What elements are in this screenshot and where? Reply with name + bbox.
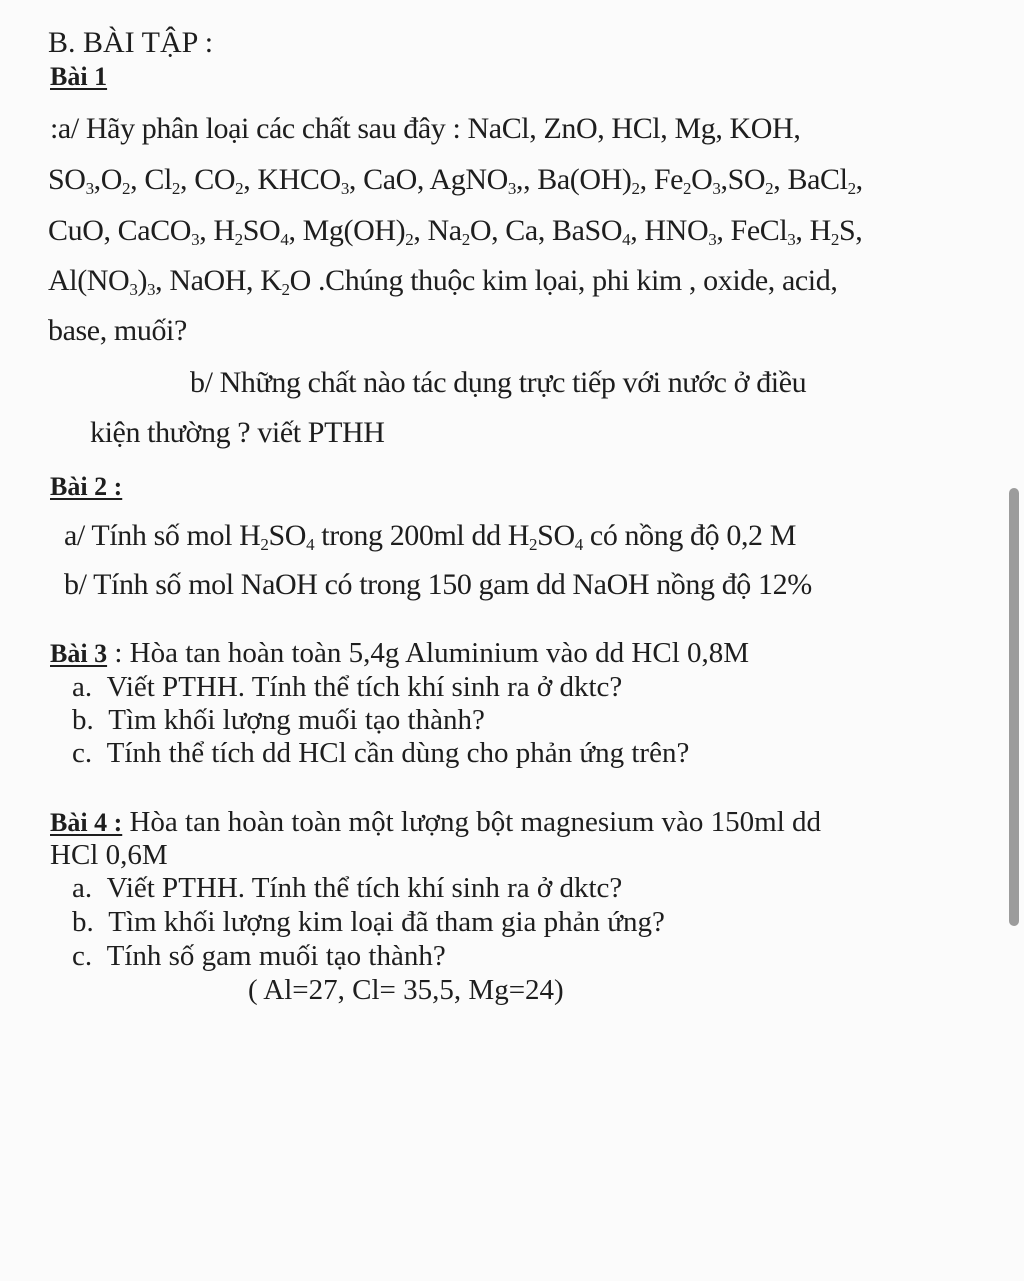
atomic-masses-note: ( Al=27, Cl= 35,5, Mg=24)	[248, 974, 564, 1006]
subscript: 2	[631, 179, 640, 198]
subscript: 3	[147, 280, 156, 299]
bai3-item-b: b. Tìm khối lượng muối tạo thành?	[72, 704, 485, 736]
bai2-question-a: a/ Tính số mol $H_2SO_4$ trong 200ml dd $H_2SO_4$ có nồng độ 0,2 M	[64, 519, 797, 554]
subscript: 2	[683, 179, 692, 198]
subscript: 2	[235, 179, 244, 198]
subscript: 3	[787, 230, 796, 249]
bai4-intro	[50, 805, 821, 840]
bai1-a-line3: CuO, CaCO$_3$, $H_2SO_4$, $Mg(OH)_2$, $Na_2O$, Ca, BaSO$_4$, $HNO_3$, FeCl$_3$, $H_2S$,	[48, 214, 863, 249]
subscript: 2	[122, 179, 131, 198]
bai2-question-b: b/ Tính số mol NaOH có trong 150 gam dd NaOH nồng độ 12%	[64, 568, 812, 601]
subscript: 3	[191, 230, 200, 249]
scrollbar[interactable]	[1009, 488, 1019, 926]
subscript: 2	[847, 179, 856, 198]
bai3-heading: Bài 3	[50, 639, 108, 668]
subscript: 4	[574, 535, 583, 554]
subscript: 2	[281, 280, 290, 299]
bai4-item-a: a. Viết PTHH. Tính thể tích khí sinh ra ở dktc?	[72, 872, 623, 904]
subscript: 4	[306, 535, 315, 554]
bai1-b-line2: kiện thường ? viết PTHH	[90, 416, 385, 449]
bai4-intro-text: Hòa tan hoàn toàn một lượng bột magnesium vào 150ml dd	[122, 806, 821, 838]
subscript: 2	[461, 230, 470, 249]
bai4-item-c: c. Tính số gam muối tạo thành?	[72, 940, 446, 972]
bai3-item-a: a. Viết PTHH. Tính thể tích khí sinh ra ở dktc?	[72, 671, 623, 703]
bai1-heading: Bài 1	[50, 62, 108, 91]
bai1-a-line5: base, muối?	[48, 314, 187, 347]
bai1-b-line1: b/ Những chất nào tác dụng trực tiếp với nước ở điều	[190, 366, 807, 399]
subscript: 2	[171, 179, 181, 198]
subscript: 3	[340, 179, 349, 198]
subscript: 4	[280, 230, 289, 249]
bai2-heading: Bài 2 :	[50, 472, 123, 501]
bai4-item-b: b. Tìm khối lượng kim loại đã tham gia phản ứng?	[72, 906, 665, 938]
subscript: 2	[529, 535, 538, 554]
subscript: 3	[507, 179, 516, 198]
bai3-item-c: c. Tính thể tích dd HCl cần dùng cho phản ứng trên?	[72, 737, 690, 769]
subscript: 3	[712, 179, 721, 198]
subscript: 2	[830, 230, 839, 249]
subscript: 2	[765, 179, 774, 198]
subscript: 3	[85, 179, 94, 198]
subscript: 3	[129, 280, 138, 299]
subscript: 3	[708, 230, 717, 249]
subscript: 2	[234, 230, 243, 249]
bai1-a-line4: $Al(NO_3)_3$, NaOH, $K_2O$ .Chúng thuộc kim lọai, phi kim , oxide, acid,	[48, 264, 838, 299]
subscript: 2	[260, 535, 269, 554]
bai4-heading: Bài 4 :	[50, 808, 123, 837]
section-title: B. BÀI TẬP :	[48, 26, 214, 59]
bai3-intro	[50, 636, 749, 671]
subscript: 4	[622, 230, 631, 249]
subscript: 2	[405, 230, 414, 249]
bai1-a-line2: $SO_3,O_2$, $Cl_2$, $CO_2$, $KHCO_3$, CaO, AgNO$_3$,, $Ba(OH)_2$, $Fe_2O_3,SO_2$, BaCl$_2$,	[48, 163, 863, 198]
bai4-intro-line2: HCl 0,6M	[50, 839, 168, 871]
bai1-a-line1: :a/ Hãy phân loại các chất sau đây : NaCl, ZnO, HCl, Mg, KOH,	[50, 112, 801, 145]
bai3-intro-text: : Hòa tan hoàn toàn 5,4g Aluminium vào dd HCl 0,8M	[107, 637, 750, 669]
